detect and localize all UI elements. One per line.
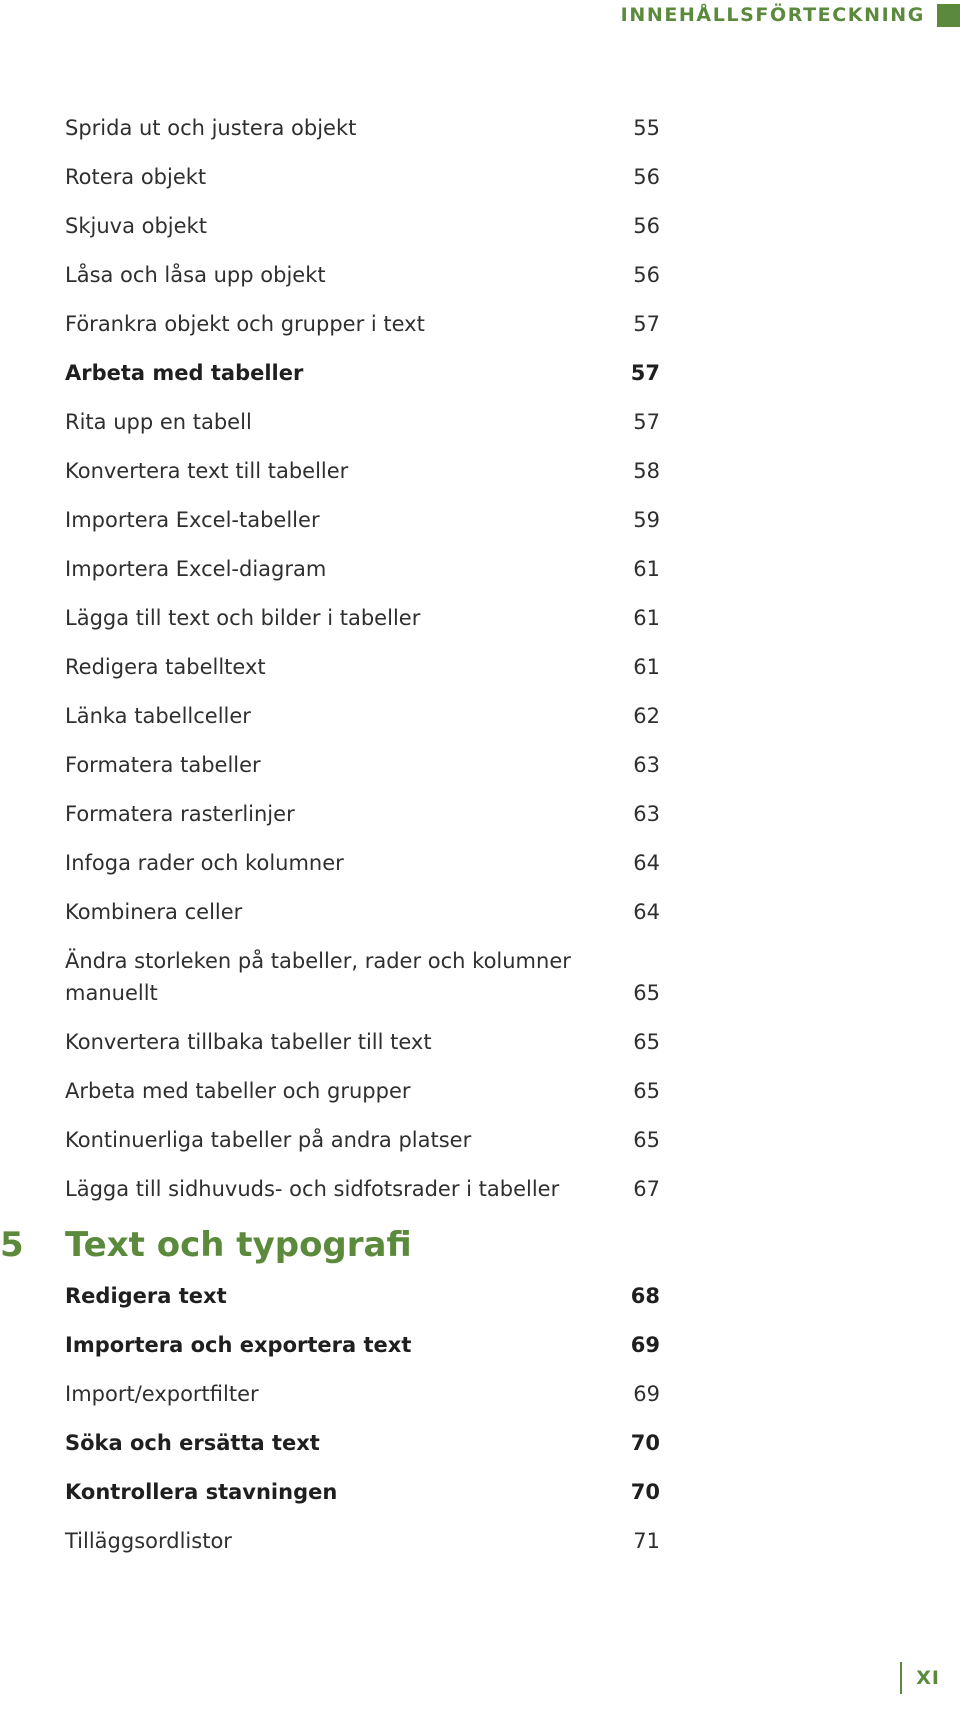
toc-entry-title: Arbeta med tabeller	[65, 361, 304, 385]
toc-entry-page: 61	[633, 557, 660, 581]
toc-entry[interactable]	[65, 847, 660, 879]
toc-entry[interactable]	[65, 1075, 660, 1107]
toc-entry[interactable]	[65, 749, 660, 781]
toc-entry-page: 59	[633, 508, 660, 532]
toc-entry-title: Import/exportfilter	[65, 1382, 259, 1406]
toc-entry[interactable]	[65, 896, 660, 928]
toc-entry[interactable]	[65, 210, 660, 242]
toc-entry[interactable]	[65, 1329, 660, 1361]
toc-entry[interactable]	[65, 1427, 660, 1459]
toc-entry-title: Lägga till text och bilder i tabeller	[65, 606, 421, 630]
toc-entry[interactable]	[65, 504, 660, 536]
toc-entry-page: 56	[633, 263, 660, 287]
toc-entry-page: 65	[633, 1079, 660, 1103]
toc-entry-page: 68	[630, 1284, 660, 1308]
toc-entry-title: Låsa och låsa upp objekt	[65, 263, 326, 287]
toc-entry-page: 69	[633, 1382, 660, 1406]
toc-entry-page: 56	[633, 165, 660, 189]
toc-entry-page: 64	[633, 851, 660, 875]
toc-entry-title: Importera Excel-diagram	[65, 557, 327, 581]
toc-entry-page: 62	[633, 704, 660, 728]
footer-divider	[900, 1662, 902, 1694]
toc-entry-title: Förankra objekt och grupper i text	[65, 312, 425, 336]
toc-entry-page: 63	[633, 802, 660, 826]
toc-entry[interactable]	[65, 1476, 660, 1508]
table-of-contents	[0, 112, 660, 1574]
toc-entry[interactable]	[65, 602, 660, 634]
toc-entry-page: 65	[633, 1030, 660, 1054]
toc-entry-page: 70	[630, 1431, 660, 1455]
toc-entry-page: 55	[633, 116, 660, 140]
toc-entry-title: Rotera objekt	[65, 165, 207, 189]
page-number: XI	[916, 1667, 940, 1689]
chapter-title: Text och typografi	[65, 1225, 412, 1265]
toc-entry-title: Kontinuerliga tabeller på andra platser	[65, 1128, 472, 1152]
toc-entry[interactable]	[65, 112, 660, 144]
toc-entry[interactable]	[65, 651, 660, 683]
toc-entry[interactable]	[65, 455, 660, 487]
toc-entry[interactable]	[65, 1378, 660, 1410]
toc-entry-title: Formatera rasterlinjer	[65, 802, 295, 826]
running-header	[621, 2, 960, 28]
toc-entry-title: Söka och ersätta text	[65, 1431, 320, 1455]
toc-entry[interactable]	[65, 700, 660, 732]
toc-entry-title: Infoga rader och kolumner	[65, 851, 344, 875]
toc-entry-title: Tilläggsordlistor	[65, 1529, 232, 1553]
toc-entry-title: Redigera text	[65, 1284, 227, 1308]
toc-entry-title: Konvertera tillbaka tabeller till text	[65, 1030, 432, 1054]
toc-entry-page: 61	[633, 655, 660, 679]
toc-entry-page: 63	[633, 753, 660, 777]
toc-entry[interactable]	[65, 357, 660, 389]
toc-entry-page: 70	[630, 1480, 660, 1504]
toc-entry-title: Länka tabellceller	[65, 704, 251, 728]
toc-entry[interactable]	[65, 1173, 660, 1205]
toc-entry[interactable]	[65, 945, 660, 1009]
toc-entry-title: Skjuva objekt	[65, 214, 207, 238]
toc-entry[interactable]	[65, 308, 660, 340]
page-footer	[900, 1661, 940, 1695]
toc-entry[interactable]	[65, 1525, 660, 1557]
toc-entries-after-chapter	[65, 1280, 660, 1557]
toc-entry-title: Lägga till sidhuvuds- och sidfotsrader i tabeller	[65, 1177, 560, 1201]
toc-entry[interactable]	[65, 161, 660, 193]
toc-entry-page: 58	[633, 459, 660, 483]
chapter-heading	[0, 1218, 660, 1272]
toc-entry[interactable]	[65, 1124, 660, 1156]
toc-entry-title: Sprida ut och justera objekt	[65, 116, 357, 140]
toc-entry-title: Redigera tabelltext	[65, 655, 266, 679]
toc-entry-page: 69	[630, 1333, 660, 1357]
toc-entry-page: 71	[633, 1529, 660, 1553]
section-header-label: INNEHÅLLSFÖRTECKNING	[620, 4, 925, 26]
toc-entry[interactable]	[65, 1280, 660, 1312]
toc-entry[interactable]	[65, 553, 660, 585]
toc-entry[interactable]	[65, 1026, 660, 1058]
toc-entry-page: 57	[630, 361, 660, 385]
toc-entry-title: Konvertera text till tabeller	[65, 459, 349, 483]
toc-entry-page: 64	[633, 900, 660, 924]
toc-entry[interactable]	[65, 798, 660, 830]
toc-entry-page: 61	[633, 606, 660, 630]
toc-entry-title: Rita upp en tabell	[65, 410, 252, 434]
toc-entry-title: Ändra storleken på tabeller, rader och kolumner manuellt	[65, 949, 571, 1005]
toc-entry-page: 57	[633, 410, 660, 434]
toc-entry-page: 67	[633, 1177, 660, 1201]
toc-entry-title: Importera och exportera text	[65, 1333, 412, 1357]
toc-entry-title: Kontrollera stavningen	[65, 1480, 338, 1504]
toc-entries-before-chapter	[65, 112, 660, 1205]
toc-entry-page: 65	[633, 1128, 660, 1152]
toc-entry-title: Formatera tabeller	[65, 753, 261, 777]
chapter-number: 5	[0, 1225, 24, 1265]
toc-entry-page: 56	[633, 214, 660, 238]
toc-entry[interactable]	[65, 406, 660, 438]
toc-entry-title: Importera Excel-tabeller	[65, 508, 320, 532]
toc-entry-title: Kombinera celler	[65, 900, 243, 924]
header-square-marker	[937, 4, 960, 27]
toc-entry-page: 57	[633, 312, 660, 336]
toc-entry-page: 65	[633, 981, 660, 1005]
toc-entry-title: Arbeta med tabeller och grupper	[65, 1079, 411, 1103]
toc-entry[interactable]	[65, 259, 660, 291]
